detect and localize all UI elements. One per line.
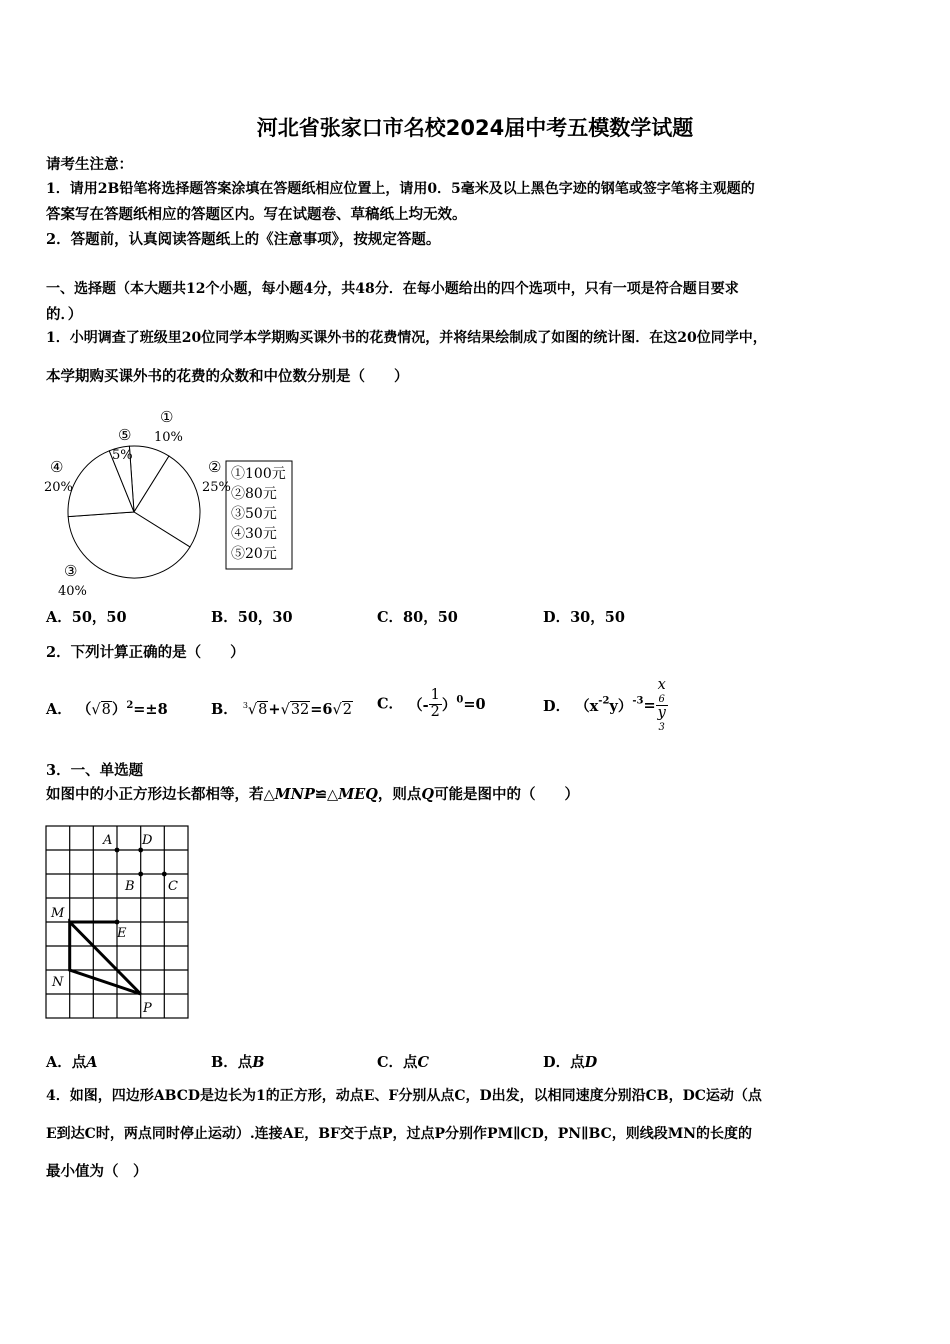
exponent: -2	[598, 695, 610, 707]
paren-close: ）	[441, 696, 457, 714]
q3-heading: 3．一、单选题	[46, 762, 144, 779]
option-rest: =±8	[133, 701, 168, 718]
notice-heading: 请考生注意：	[46, 156, 133, 173]
fraction-x6-over-y3: x 6 y 3	[657, 677, 666, 733]
q3-option-d[interactable]: D．点D	[543, 1054, 598, 1071]
pie-slice-marker: ②	[208, 458, 222, 476]
option-letter: D．	[543, 697, 571, 715]
option-letter: A．	[46, 701, 72, 718]
paren-open: （x	[575, 697, 599, 715]
pie-legend-item: ③50元	[231, 506, 277, 522]
sqrt-32: √32	[280, 702, 310, 718]
equals-sign: =	[643, 696, 656, 714]
notice-line-1: 1．请用2B铅笔将选择题答案涂填在答题纸相应位置上，请用0．5毫米及以上黑色字迹的钢笔或签字笔将主观题的	[46, 181, 755, 197]
pie-slice-marker: ④	[50, 458, 64, 476]
q4-stem-line-2: E到达C时，两点同时停止运动）.连接AE，BF交于点P，过点P分别作PM∥CD，PN∥BC，则线段MN的长度的	[46, 1126, 753, 1142]
point-label-m: M	[51, 906, 65, 921]
q2-option-c[interactable]	[377, 688, 486, 721]
fraction-one-half: $\frac{1}{2}$	[430, 687, 440, 720]
q1-option-c[interactable]: C．80，50	[377, 609, 458, 626]
point-label-c: C	[168, 879, 178, 894]
plus-sign: +	[268, 701, 281, 718]
q2-option-b[interactable]	[211, 698, 353, 719]
pie-slice-marker: ③	[64, 562, 78, 580]
q4-stem-line-1: 4．如图，四边形ABCD是边长为1的正方形，动点E、F分别从点C，D出发，以相同速度分别沿CB，DC运动（点	[46, 1088, 762, 1104]
pie-legend-item: ④30元	[231, 526, 277, 542]
pie-slice-marker: ①	[160, 408, 174, 426]
notice-line-2: 答案写在答题纸相应的答题区内。写在试题卷、草稿纸上均无效。	[46, 206, 467, 223]
pie-slice-percent: 40%	[58, 584, 87, 599]
page-title: 河北省张家口市名校2024届中考五模数学试题	[256, 116, 694, 140]
cube-root-8: $^3$√8	[242, 701, 268, 718]
sqrt-2: √2	[332, 702, 352, 718]
pie-slice-percent: 5%	[112, 448, 133, 463]
paren-close: ）	[111, 701, 127, 718]
pie-slice-percent: 25%	[202, 480, 231, 495]
pie-slice-marker: ⑤	[118, 426, 132, 444]
q1-stem-line-1: 1．小明调查了班级里20位同学本学期购买课外书的花费情况，并将结果绘制成了如图的统计图．在这20位同学中，	[46, 330, 767, 346]
q2-option-d[interactable]	[543, 678, 668, 733]
q1-option-a[interactable]: A．50，50	[46, 609, 127, 626]
exponent: 0	[456, 694, 464, 706]
pie-slice-percent: 20%	[44, 480, 73, 495]
point-label-p: P	[143, 1001, 152, 1016]
q1-option-b[interactable]: B．50，30	[211, 609, 293, 626]
triangle-mnp	[70, 922, 141, 994]
q3-option-b[interactable]: B．点B	[211, 1054, 265, 1071]
pie-slice-percent: 10%	[154, 430, 183, 445]
q1-option-d[interactable]: D．30，50	[543, 609, 625, 626]
point-label-e: E	[117, 926, 127, 941]
pie-legend-item: ①100元	[231, 466, 286, 482]
q2-stem: 2．下列计算正确的是（ ）	[46, 644, 245, 661]
pie-chart	[40, 400, 310, 599]
exponent: -3	[632, 695, 644, 707]
sqrt-8: √8	[91, 702, 111, 718]
q4-stem-line-3: 最小值为（ ）	[46, 1163, 148, 1180]
q2-option-a[interactable]	[46, 698, 168, 719]
notice-line-3: 2．答题前，认真阅读答题纸上的《注意事项》，按规定答题。	[46, 231, 441, 248]
option-letter: C．	[377, 695, 404, 713]
q3-option-c[interactable]: C．点C	[377, 1054, 430, 1071]
pie-legend-item: ②80元	[231, 486, 277, 502]
point-label-n: N	[52, 975, 64, 990]
point-label-d: D	[142, 833, 153, 848]
term-y: y）	[609, 697, 633, 715]
option-letter: B．	[211, 701, 238, 718]
equals-six: =6	[310, 701, 333, 718]
option-rest: =0	[463, 695, 486, 713]
point-label-b: B	[125, 879, 135, 894]
q1-stem-line-2: 本学期购买课外书的花费的众数和中位数分别是（ ）	[46, 368, 409, 385]
paren-open: （	[76, 701, 92, 718]
section1-line-1: 一、选择题（本大题共12个小题，每小题4分，共48分．在每小题给出的四个选项中，只有一项是符合题目要求	[46, 281, 739, 297]
paren-open: （-	[408, 696, 429, 714]
exponent: 2	[126, 700, 134, 712]
grid-figure	[44, 824, 190, 1020]
point-label-a: A	[103, 833, 113, 848]
q3-option-a[interactable]: A．点A	[46, 1054, 98, 1071]
pie-legend-item: ⑤20元	[231, 546, 277, 562]
section1-line-2: 的．）	[46, 306, 83, 323]
q3-stem: 如图中的小正方形边长都相等，若△MNP≌△MEQ，则点Q可能是图中的（ ）	[46, 786, 580, 803]
